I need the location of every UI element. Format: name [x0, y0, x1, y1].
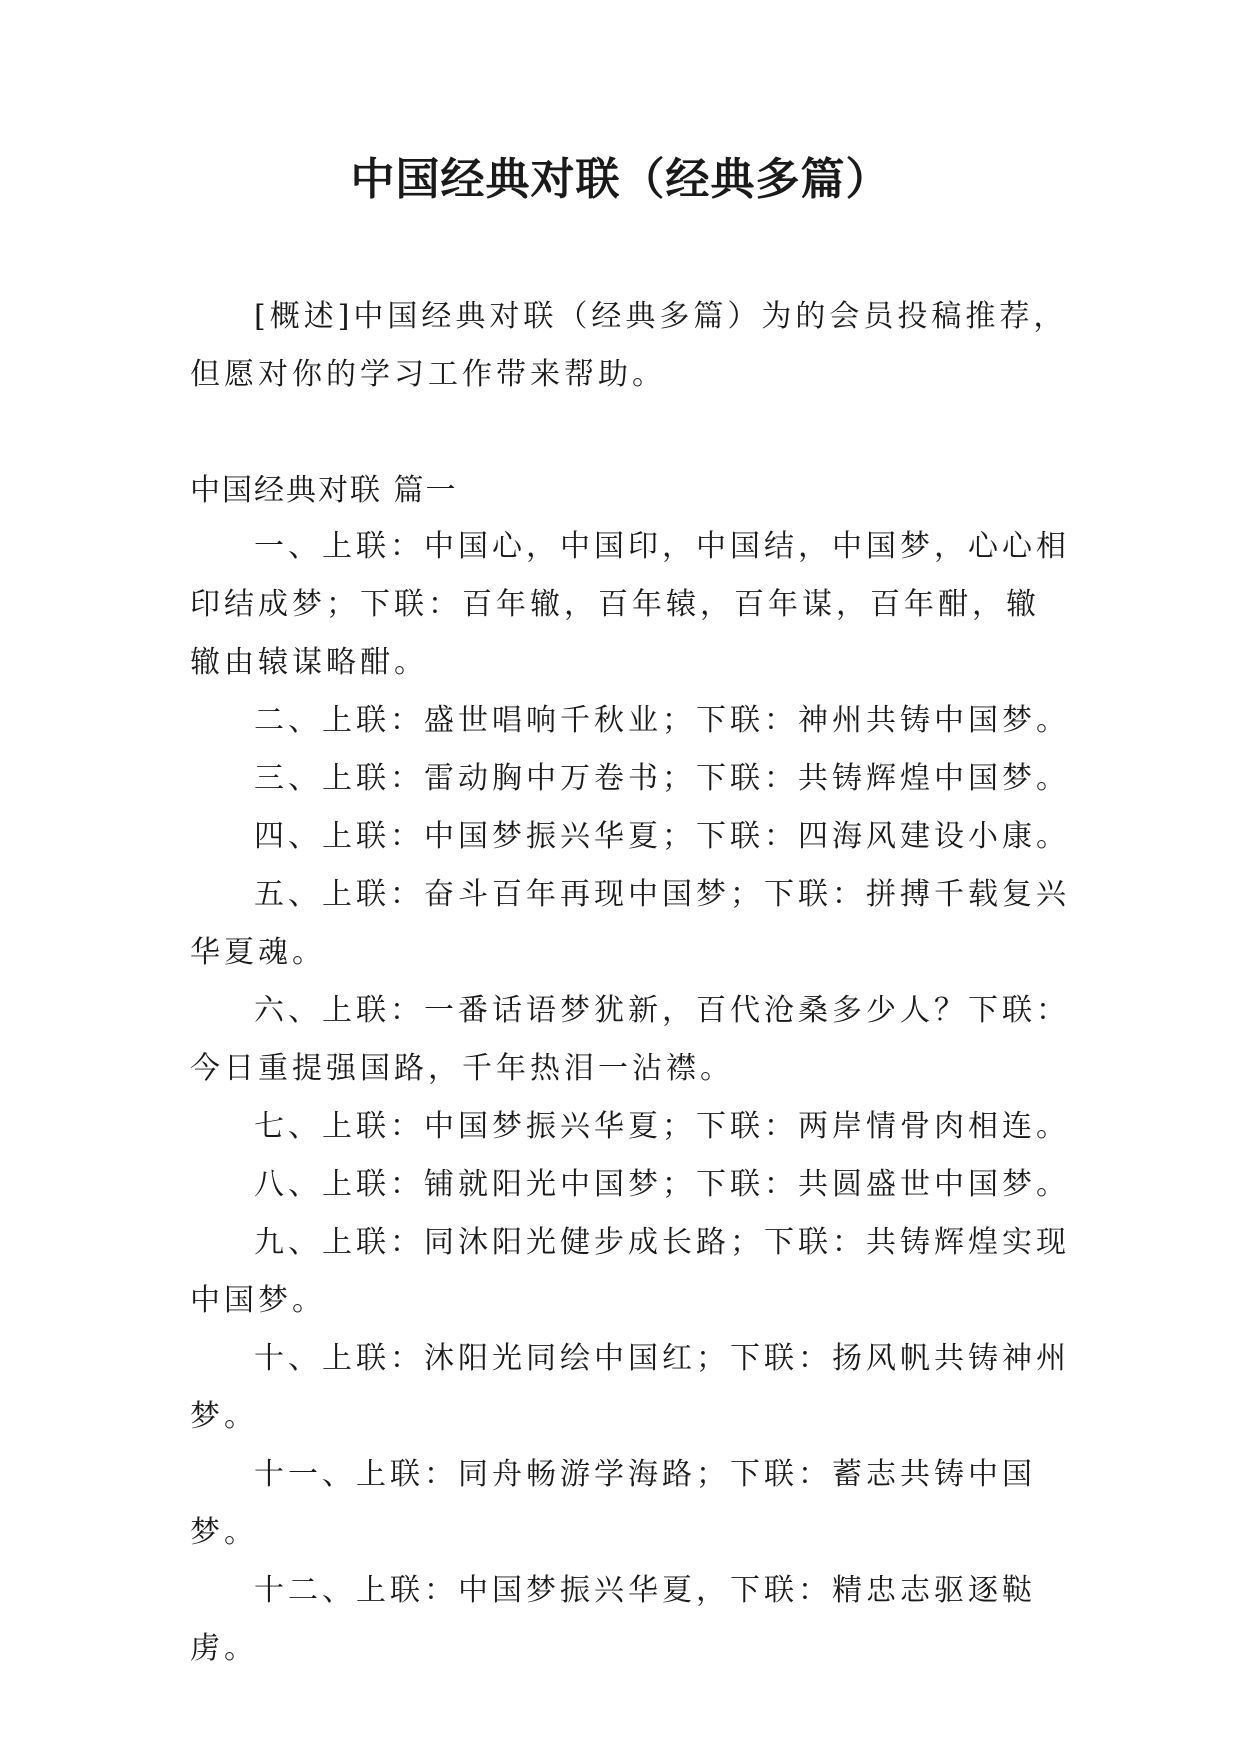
summary-paragraph: [概述]中国经典对联（经典多篇）为的会员投稿推荐，但愿对你的学习工作带来帮助。: [190, 299, 1068, 392]
couplet-item-1: 一、上联：中国心，中国印，中国结，中国梦，心心相印结成梦；下联：百年辙，百年辕，百年谋，百年酣，辙辙由辕谋略酣。: [190, 529, 1070, 680]
couplet-item-5: 五、上联：奋斗百年再现中国梦；下联：拼搏千载复兴华夏魂。: [190, 877, 1070, 970]
couplet-item-2: 二、上联：盛世唱响千秋业；下联：神州共铸中国梦。: [254, 703, 1070, 738]
couplet-item-9: 九、上联：同沐阳光健步成长路；下联：共铸辉煌实现中国梦。: [190, 1225, 1070, 1318]
couplet-item-12: 十二、上联：中国梦振兴华夏，下联：精忠志驱逐鞑虏。: [190, 1573, 1036, 1666]
page-title: 中国经典对联（经典多篇）: [350, 154, 891, 205]
couplet-item-7: 七、上联：中国梦振兴华夏；下联：两岸情骨肉相连。: [254, 1109, 1070, 1144]
couplet-list: [190, 518, 1070, 1678]
couplet-item-6: 六、上联：一番话语梦犹新，百代沧桑多少人？下联：今日重提强国路，千年热泪一沾襟。: [190, 993, 1070, 1086]
couplet-item-11: 十一、上联：同舟畅游学海路；下联：蓄志共铸中国梦。: [190, 1457, 1036, 1550]
couplet-item-10: 十、上联：沐阳光同绘中国红；下联：扬风帆共铸神州梦。: [190, 1341, 1070, 1434]
couplet-item-3: 三、上联：雷动胸中万卷书；下联：共铸辉煌中国梦。: [254, 761, 1070, 796]
couplet-item-8: 八、上联：铺就阳光中国梦；下联：共圆盛世中国梦。: [254, 1167, 1070, 1202]
section-heading: 中国经典对联 篇一: [190, 473, 458, 508]
couplet-item-4: 四、上联：中国梦振兴华夏；下联：四海风建设小康。: [254, 819, 1070, 854]
